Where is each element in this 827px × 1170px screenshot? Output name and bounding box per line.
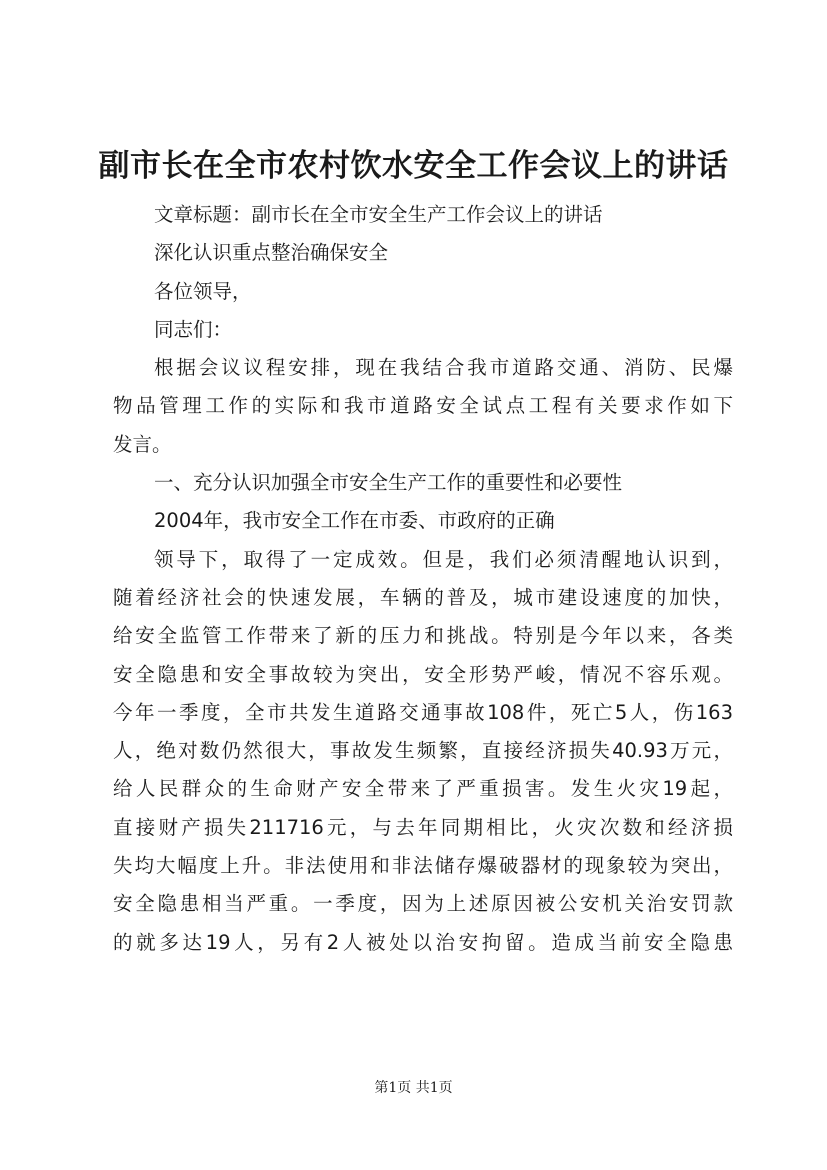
paragraph-line: 人，绝对数仍然很大，事故发生频繁，直接经济损失40.93万元， [113,739,733,763]
paragraph-line: 给人民群众的生命财产安全带来了严重损害。发生火灾19起， [113,777,733,801]
paragraph-line: 物品管理工作的实际和我市道路安全试点工程有关要求作如下 [113,394,733,418]
article-title-line: 文章标题：副市长在全市安全生产工作会议上的讲话 [154,203,603,226]
paragraph-line: 根据会议议程安排，现在我结合我市道路交通、消防、民爆 [154,356,733,380]
paragraph-line: 2004年，我市安全工作在市委、市政府的正确 [154,509,555,533]
document-title: 副市长在全市农村饮水安全工作会议上的讲话 [98,148,729,184]
paragraph-line: 今年一季度，全市共发生道路交通事故108件，死亡5人，伤163 [113,700,733,724]
paragraph-line: 的就多达19人，另有2人被处以治安拘留。造成当前安全隐患 [113,930,733,954]
paragraph-line: 给安全监管工作带来了新的压力和挑战。特别是今年以来，各类 [113,624,733,648]
document-body [113,196,733,962]
salutation-leaders: 各位领导， [154,279,252,303]
paragraph-line: 发言。 [113,432,172,456]
paragraph-line: 领导下，取得了一定成效。但是，我们必须清醒地认识到， [154,547,733,571]
paragraph-line: 随着经济社会的快速发展，车辆的普及，城市建设速度的加快， [113,585,733,609]
paragraph-line: 安全隐患和安全事故较为突出，安全形势严峻，情况不容乐观。 [113,662,733,686]
page-number-footer: 第1页 共1页 [374,1080,453,1096]
section-heading: 一、充分认识加强全市安全生产工作的重要性和必要性 [154,471,623,495]
paragraph-line: 失均大幅度上升。非法使用和非法储存爆破器材的现象较为突出， [113,854,733,878]
paragraph-line: 直接财产损失211716元，与去年同期相比，火灾次数和经济损 [113,815,733,839]
subtitle-line: 深化认识重点整治确保安全 [154,241,389,265]
salutation-comrades: 同志们： [154,317,233,341]
paragraph-line: 安全隐患相当严重。一季度，因为上述原因被公安机关治安罚款 [113,892,733,916]
